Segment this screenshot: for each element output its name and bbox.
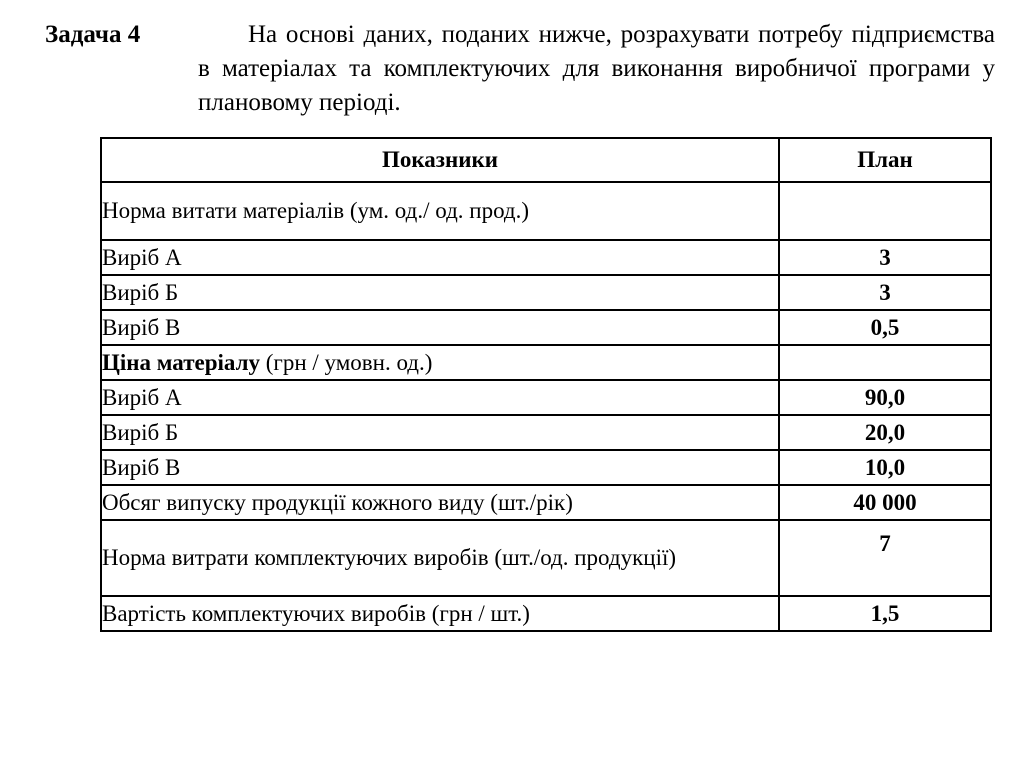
row-label-cell: Виріб А [101,240,779,275]
row-plan-value-cell: 20,0 [779,415,991,450]
task-label: Задача 4 [45,21,141,48]
row-label-text: (грн / умовн. од.) [260,349,433,375]
row-plan-value-cell: 3 [779,240,991,275]
table-row [101,310,991,345]
task-paragraph [45,18,995,120]
row-plan-value-cell: 7 [779,520,991,596]
table-row [101,380,991,415]
column-header-indicator: Показники [101,138,779,182]
table-row [101,240,991,275]
table-header-row [101,138,991,182]
task-body-text: На основі даних, поданих нижче, розрахувати потребу підприємства в матеріалах та комплектуючих для виконання виробничої програми у плановому періоді. [198,21,995,116]
row-label-cell: Обсяг випуску продукції кожного виду (шт./рік) [101,485,779,520]
row-plan-value-cell: 1,5 [779,596,991,631]
row-plan-value-cell: 40 000 [779,485,991,520]
row-label-emphasis: Ціна матеріалу [102,349,260,375]
row-plan-value-cell: 90,0 [779,380,991,415]
row-label-cell: Виріб А [101,380,779,415]
table-row [101,450,991,485]
row-label-cell: Вартість комплектуючих виробів (грн / шт.) [101,596,779,631]
row-label-cell: Виріб В [101,310,779,345]
column-header-plan: План [779,138,991,182]
table-body [101,182,991,631]
table-row [101,345,991,380]
row-label-cell: Виріб Б [101,415,779,450]
indicators-table [100,137,992,632]
table-row [101,182,991,240]
row-label-cell: Норма витрати комплектуючих виробів (шт./од. продукції) [101,520,779,596]
row-label-cell: Виріб Б [101,275,779,310]
table-row [101,275,991,310]
table-row [101,415,991,450]
row-plan-value-cell: 3 [779,275,991,310]
table-row [101,520,991,596]
task-heading-block [45,18,995,120]
table-row [101,596,991,631]
row-label-cell [101,345,779,380]
row-plan-value-cell: 0,5 [779,310,991,345]
table-row [101,485,991,520]
row-plan-value-cell: 10,0 [779,450,991,485]
row-plan-value-cell [779,345,991,380]
row-label-cell: Виріб В [101,450,779,485]
row-label-cell: Норма витати матеріалів (ум. од./ од. прод.) [101,182,779,240]
row-plan-value-cell [779,182,991,240]
